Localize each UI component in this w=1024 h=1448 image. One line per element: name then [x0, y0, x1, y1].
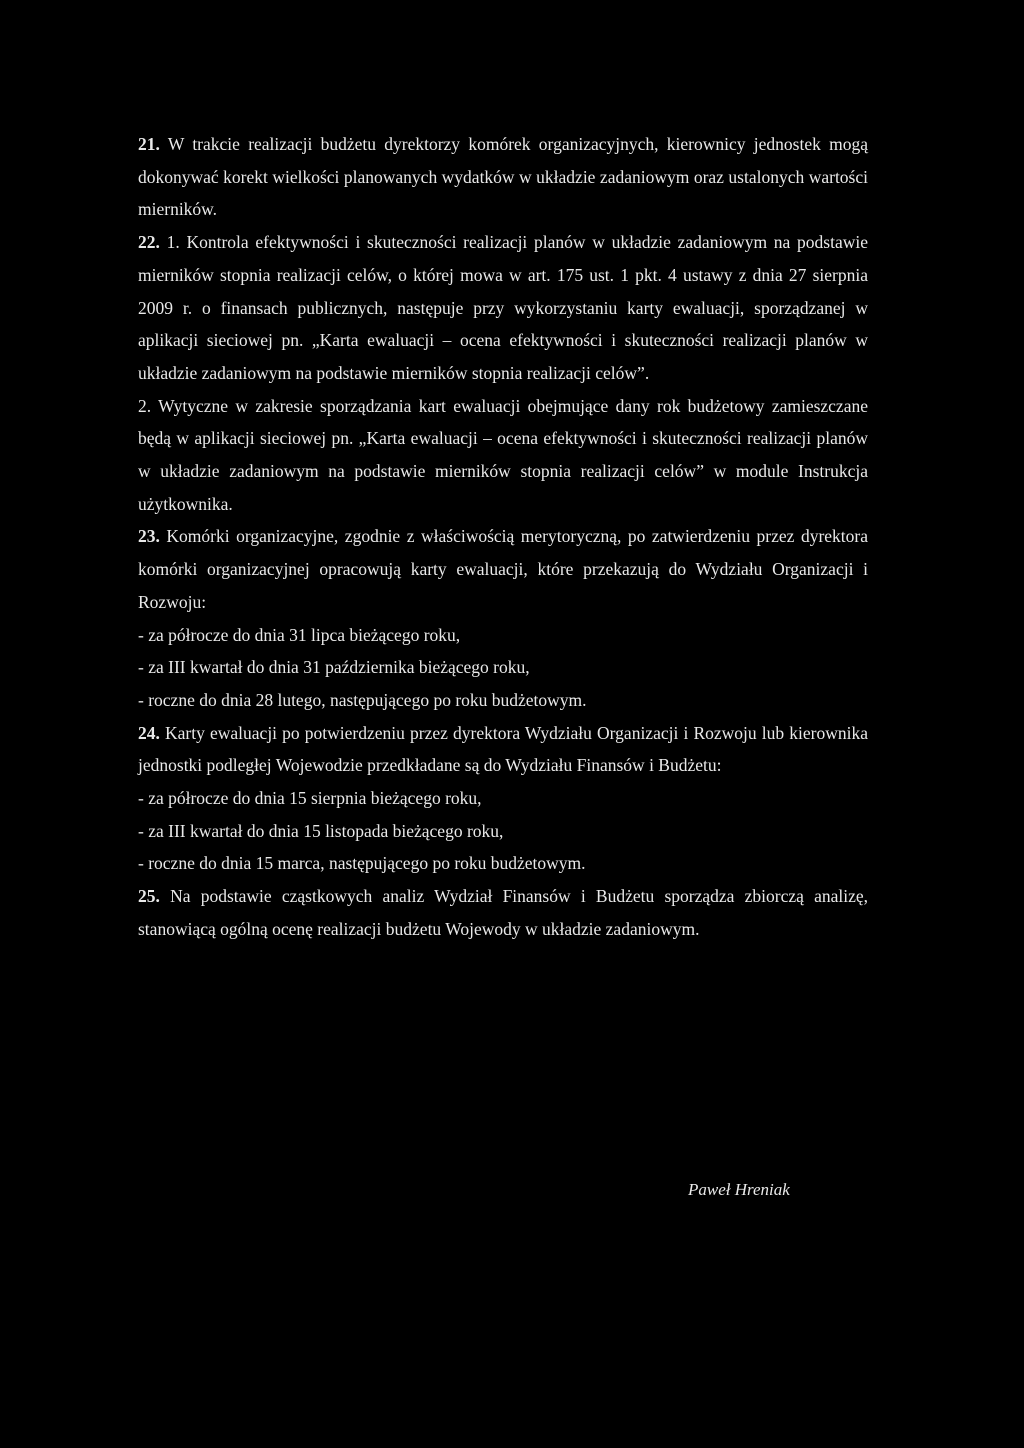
- paragraph-text: W trakcie realizacji budżetu dyrektorzy komórek organizacyjnych, kierownicy jednostek mogą dokonywać korekt wielkości planowanych wydatków w układzie zadaniowym oraz ustalonych wartości mierników.: [138, 134, 868, 220]
- section-number: 23.: [138, 526, 160, 547]
- section-number: 21.: [138, 134, 160, 154]
- paragraph-23: [138, 520, 868, 618]
- section-number: 24.: [138, 722, 160, 743]
- paragraph-text: Komórki organizacyjne, zgodnie z właściwością merytoryczną, po zatwierdzeniu przez dyrektora komórki organizacyjnej opracowują karty ewaluacji, które przekazują do Wydziału Organizacji i Rozwoju:: [138, 526, 868, 612]
- list-item: - za półrocze do dnia 15 sierpnia bieżącego roku,: [138, 788, 482, 809]
- paragraph-text: 1. Kontrola efektywności i skuteczności realizacji planów w układzie zadaniowym na podstawie mierników stopnia realizacji celów, o której mowa w art. 175 ust. 1 pkt. 4 ustawy z dnia 27 sierpnia 2009 r. o finansach publicznych, następuje przy wykorzystaniu karty ewaluacji, sporządzanej w aplikacji sieciowej pn. „Karta ewaluacji – ocena efektywności i skuteczności realizacji planów w układzie zadaniowym na podstawie mierników stopnia realizacji celów”.: [138, 232, 869, 383]
- paragraph-text: 2. Wytyczne w zakresie sporządzania kart ewaluacji obejmujące dany rok budżetowy zamieszczane będą w aplikacji sieciowej pn. „Karta ewaluacji – ocena efektywności i skuteczności realizacji planów w układzie zadaniowym na podstawie mierników stopnia realizacji celów” w module Instrukcja użytkownika.: [138, 395, 868, 514]
- signature: Paweł Hreniak: [688, 1180, 790, 1199]
- paragraph-24: [138, 717, 868, 782]
- list-item: - za III kwartał do dnia 31 października bieżącego roku,: [138, 657, 530, 678]
- document-body: [138, 128, 868, 946]
- paragraph-22-2: [138, 390, 868, 521]
- list-item: - za III kwartał do dnia 15 listopada bieżącego roku,: [138, 820, 504, 841]
- section-number: 22.: [138, 232, 160, 253]
- section-number: 25.: [138, 886, 160, 907]
- paragraph-21: [138, 128, 868, 226]
- list-item: - roczne do dnia 15 marca, następującego po roku budżetowym.: [138, 853, 586, 874]
- list-item: - za półrocze do dnia 31 lipca bieżącego roku,: [138, 624, 461, 645]
- paragraph-text: Na podstawie cząstkowych analiz Wydział Finansów i Budżetu sporządza zbiorczą analizę, stanowiącą ogólną ocenę realizacji budżetu Wojewody w układzie zadaniowym.: [138, 886, 868, 939]
- paragraph-22-1: [138, 226, 868, 390]
- paragraph-text: Karty ewaluacji po potwierdzeniu przez dyrektora Wydziału Organizacji i Rozwoju lub kierownika jednostki podległej Wojewodzie przedkładane są do Wydziału Finansów i Budżetu:: [138, 722, 869, 776]
- paragraph-25: [138, 880, 868, 945]
- list-item: - roczne do dnia 28 lutego, następującego po roku budżetowym.: [138, 689, 587, 710]
